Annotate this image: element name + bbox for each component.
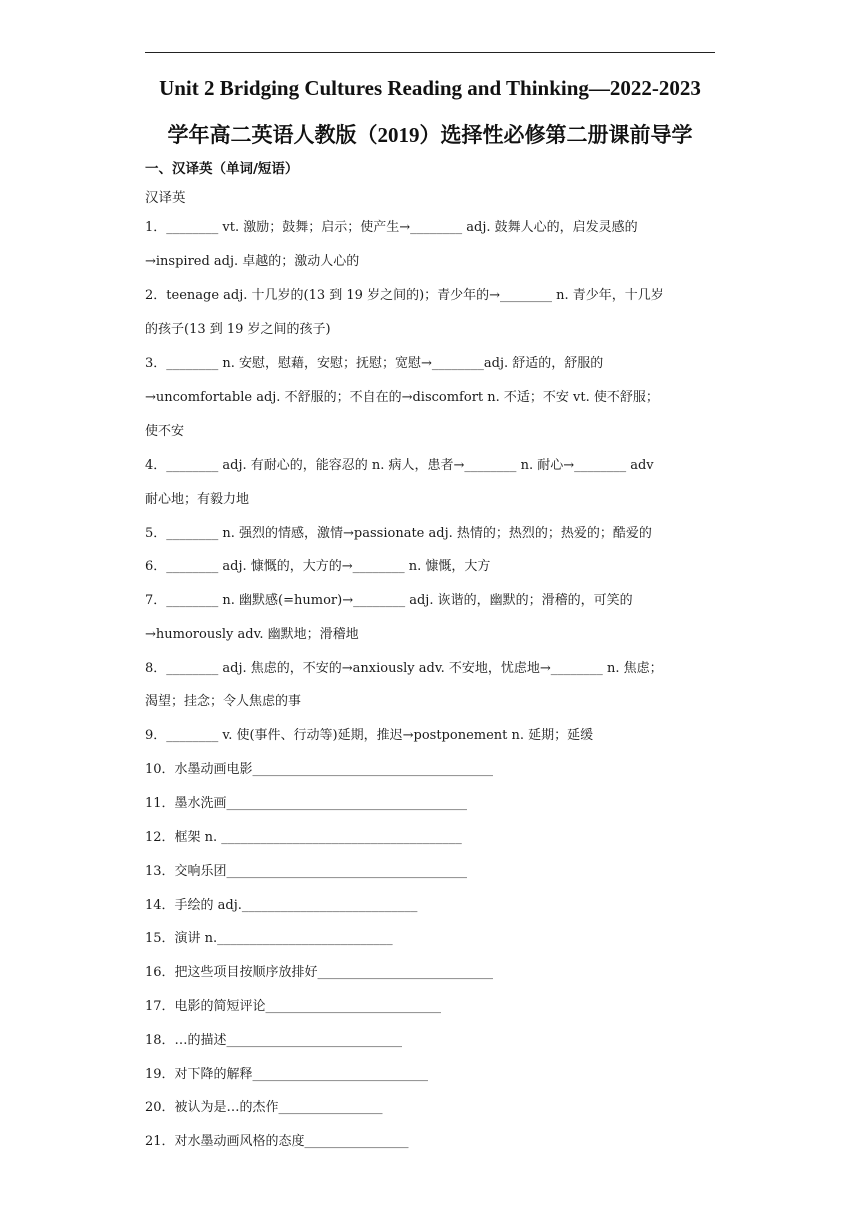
exercise-item: 11．墨水洗画_____________________________________ <box>145 796 468 811</box>
exercise-line: 3．________ n. 安慰，慰藉，安慰；抚慰；宽慰→________adj. 舒适的，舒服的 <box>145 356 604 371</box>
exercise-line: →inspired adj. 卓越的；激动人心的 <box>145 254 360 269</box>
exercise-line: 渴望；挂念；令人焦虑的事 <box>145 694 302 709</box>
exercise-line: 8．________ adj. 焦虑的，不安的→anxiously adv. 不安地，忧虑地→________ n. 焦虑； <box>145 661 663 676</box>
exercise-line: 耐心地；有毅力地 <box>145 492 250 507</box>
exercise-line: 5．________ n. 强烈的情感，激情→passionate adj. 热情的；热烈的；热爱的；酷爱的 <box>145 526 652 541</box>
exercise-item: 15．演讲 n.___________________________ <box>145 931 393 946</box>
exercise-item: 13．交响乐团_____________________________________ <box>145 864 468 879</box>
document-title-line-1: Unit 2 Bridging Cultures Reading and Thinking—2022-2023 <box>159 76 701 100</box>
exercise-line: →uncomfortable adj. 不舒服的；不自在的→discomfort n. 不适；不安 vt. 使不舒服； <box>145 390 659 405</box>
exercise-line: 使不安 <box>145 424 185 439</box>
exercise-item: 17．电影的简短评论___________________________ <box>145 999 442 1014</box>
exercise-item: 14．手绘的 adj.___________________________ <box>145 898 418 913</box>
exercise-item: 10．水墨动画电影_____________________________________ <box>145 762 494 777</box>
exercise-line: 1．________ vt. 激励；鼓舞；启示；使产生→________ adj. 鼓舞人心的，启发灵感的 <box>145 220 638 235</box>
exercise-item: 21．对水墨动画风格的态度________________ <box>145 1134 409 1149</box>
exercise-line: 7．________ n. 幽默感(=humor)→________ adj. 诙谐的，幽默的；滑稽的，可笑的 <box>145 593 633 608</box>
exercise-line: 2．teenage adj. 十几岁的(13 到 19 岁之间的)；青少年的→________ n. 青少年，十几岁 <box>145 288 664 303</box>
document-title-line-2: 学年高二英语人教版（2019）选择性必修第二册课前导学 <box>167 123 693 147</box>
section-heading: 一、汉译英（单词/短语） <box>145 161 299 177</box>
exercise-line: 的孩子(13 到 19 岁之间的孩子) <box>145 322 331 337</box>
sub-heading: 汉译英 <box>145 190 186 206</box>
exercise-line: 9．________ v. 使(事件、行动等)延期，推迟→postponement n. 延期；延缓 <box>145 728 594 743</box>
header-rule <box>145 52 715 53</box>
exercise-line: 6．________ adj. 慷慨的，大方的→________ n. 慷慨，大方 <box>145 559 491 574</box>
exercise-line: →humorously adv. 幽默地；滑稽地 <box>145 627 359 642</box>
exercise-item: 18．…的描述___________________________ <box>145 1033 403 1048</box>
exercise-line: 4．________ adj. 有耐心的，能容忍的 n. 病人，患者→________ n. 耐心→________ adv <box>145 458 654 473</box>
exercise-item: 20．被认为是…的杰作________________ <box>145 1100 383 1115</box>
exercise-item: 19．对下降的解释___________________________ <box>145 1067 429 1082</box>
exercise-item: 16．把这些项目按顺序放排好___________________________ <box>145 965 494 980</box>
exercise-item: 12．框架 n. _____________________________________ <box>145 830 462 845</box>
